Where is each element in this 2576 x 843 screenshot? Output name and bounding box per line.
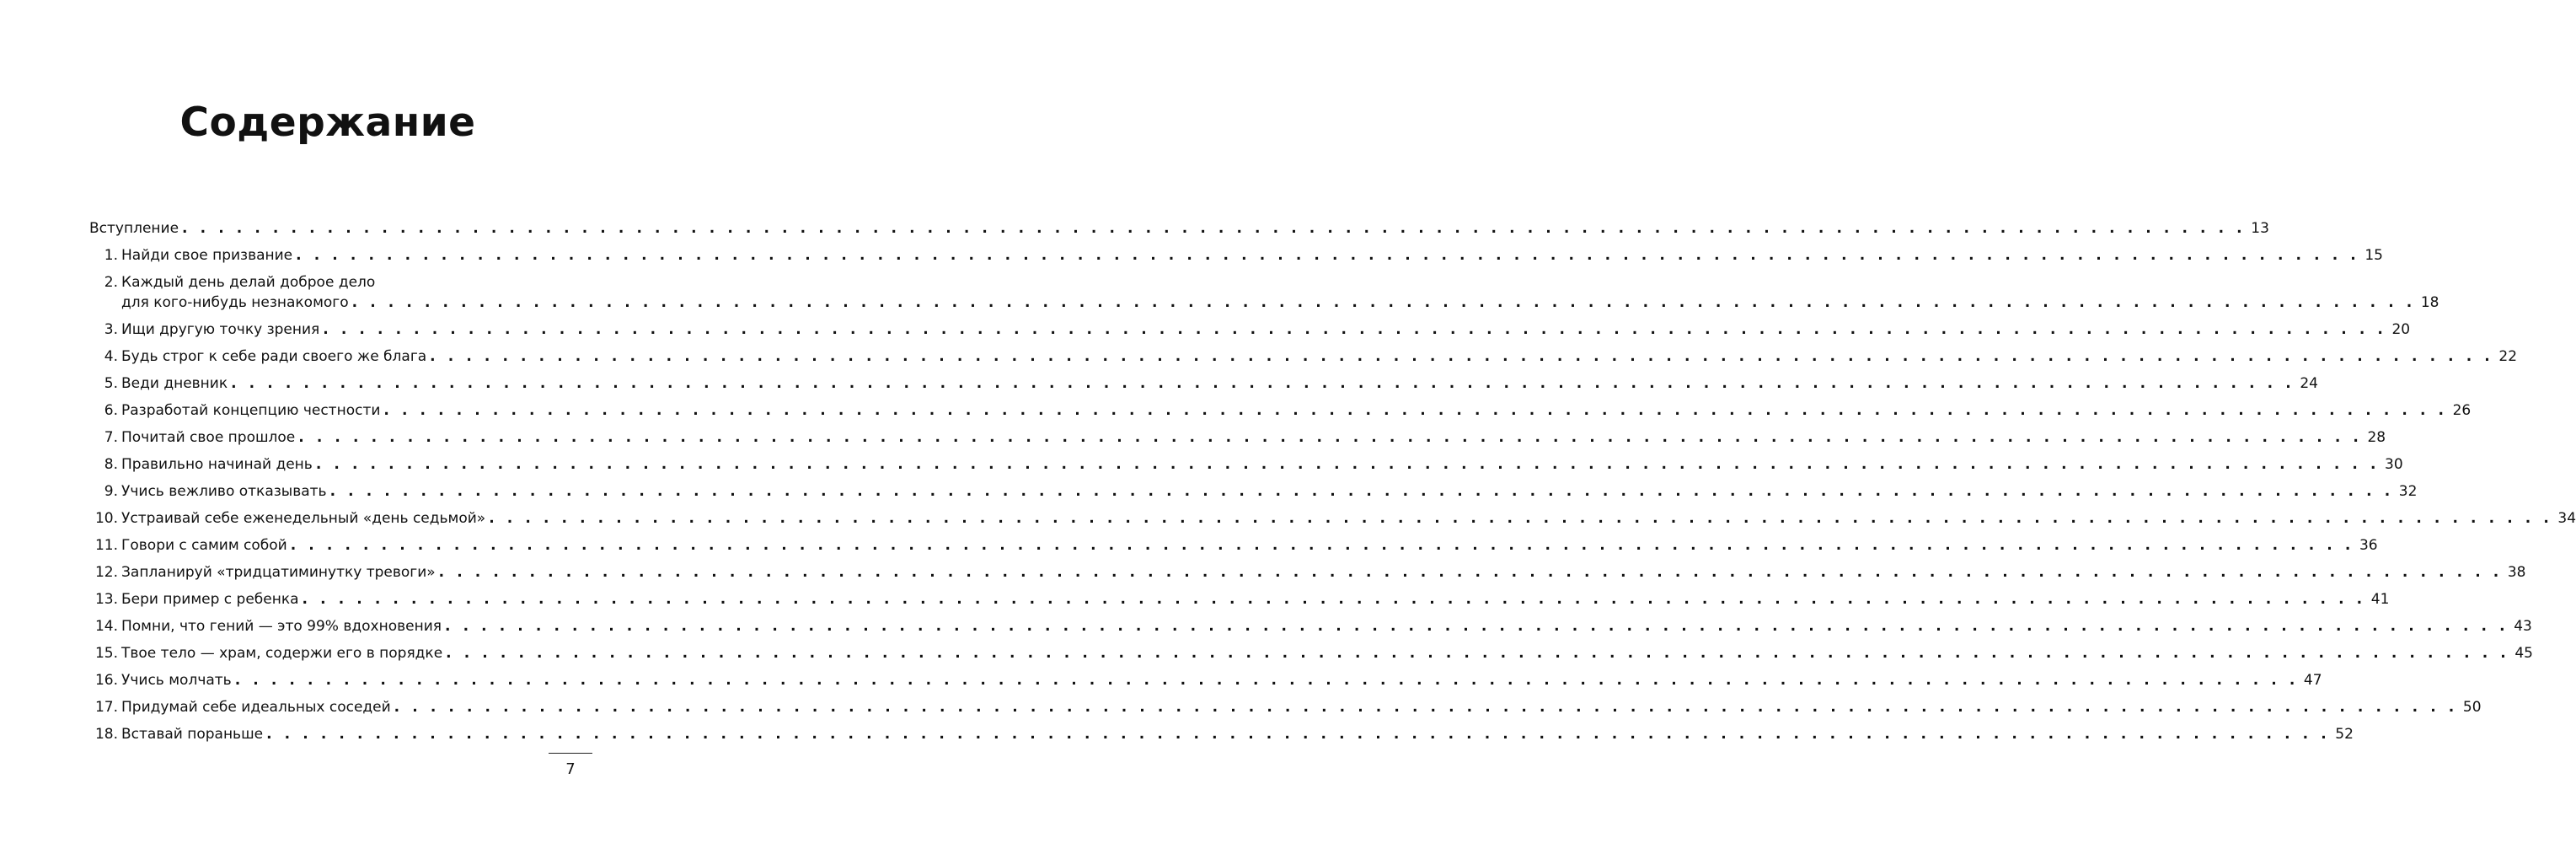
- toc-entry-number: 5.: [104, 375, 118, 392]
- toc-entry-page: 30: [2385, 456, 2403, 473]
- toc-entry-line: [121, 293, 2439, 313]
- leader-dots: [235, 670, 2299, 690]
- leader-dots: [430, 346, 2493, 367]
- leader-dots: [330, 481, 2394, 502]
- toc-entry-number: 7.: [104, 429, 118, 446]
- toc-entry-line: [121, 346, 2518, 367]
- toc-entry[interactable]: [89, 616, 2532, 636]
- toc-entry-title: Ищи другую точку зрения: [121, 321, 320, 338]
- toc-entry-page: 36: [2359, 537, 2378, 554]
- toc-entry-title: Почитай свое прошлое: [121, 429, 296, 446]
- toc-entry-number: 15.: [94, 645, 118, 662]
- toc-entry[interactable]: [89, 724, 2354, 744]
- toc-entry-page: 52: [2335, 726, 2354, 743]
- leader-dots: [446, 643, 2509, 663]
- toc-entry-page: 50: [2462, 699, 2482, 716]
- toc-entry-number: 9.: [104, 483, 118, 500]
- toc-entry-line: [121, 535, 2378, 556]
- toc-entry-line: [89, 218, 2269, 239]
- toc-entry-line: [121, 724, 2354, 744]
- toc-entry-page: 28: [2367, 429, 2386, 446]
- leader-dots: [489, 508, 2552, 529]
- leader-dots: [383, 400, 2447, 421]
- leader-dots: [352, 293, 2416, 313]
- toc-entry[interactable]: [89, 373, 2318, 394]
- leader-dots: [182, 218, 2246, 239]
- toc-entry-title: Твое тело — храм, содержи его в порядке: [121, 645, 443, 662]
- toc-entry-number: 10.: [94, 510, 118, 527]
- leader-dots: [266, 724, 2330, 744]
- toc-entry-page: 32: [2398, 483, 2418, 500]
- toc-entry-number: 16.: [94, 672, 118, 689]
- toc-entry-line: [121, 427, 2386, 448]
- toc-entry-title: Придумай себе идеальных соседей: [121, 699, 391, 716]
- toc-entry-line: [121, 670, 2322, 690]
- toc-entry-page: 43: [2514, 618, 2532, 635]
- toc-entry-line: [121, 373, 2318, 394]
- toc-entry[interactable]: [89, 697, 2482, 717]
- toc-entry[interactable]: [89, 670, 2322, 690]
- toc-entry-title: для кого-нибудь незнакомого: [121, 294, 349, 311]
- toc-entry-page: 24: [2300, 375, 2318, 392]
- toc-entry-line: [121, 481, 2418, 502]
- toc-entry[interactable]: [89, 272, 2439, 313]
- toc-entry[interactable]: [89, 643, 2533, 663]
- toc-entry-line: [121, 616, 2532, 636]
- toc-entry-number: 3.: [104, 321, 118, 338]
- toc-entry-line: [121, 562, 2526, 583]
- toc-entry-number: 8.: [104, 456, 118, 473]
- table-of-contents: [89, 218, 2576, 751]
- toc-entry-page: 13: [2251, 220, 2269, 237]
- toc-entry-page: 41: [2370, 591, 2390, 608]
- leader-dots: [439, 562, 2503, 583]
- toc-entry-number: 6.: [104, 402, 118, 419]
- toc-entry-page: 22: [2498, 348, 2518, 365]
- toc-entry-title: Вставай пораньше: [121, 726, 264, 743]
- toc-entry[interactable]: [89, 245, 2383, 266]
- toc-entry-line: [121, 319, 2411, 340]
- toc-entry-number: 11.: [94, 537, 118, 554]
- toc-entry[interactable]: [89, 346, 2518, 367]
- toc-entry[interactable]: [89, 454, 2403, 475]
- toc-entry-line: [121, 508, 2576, 529]
- toc-entry-page: 26: [2452, 402, 2472, 419]
- toc-entry-page: 45: [2514, 645, 2533, 662]
- leader-dots: [316, 454, 2380, 475]
- toc-entry-page: 18: [2420, 294, 2439, 311]
- leader-dots: [394, 697, 2458, 717]
- toc-entry-page: 47: [2303, 672, 2322, 689]
- leader-dots: [445, 616, 2509, 636]
- toc-entry-intro[interactable]: [89, 218, 2269, 239]
- toc-entry-line: [121, 589, 2390, 609]
- toc-entry-title: Будь строг к себе ради своего же блага: [121, 348, 427, 365]
- footer-rule: [549, 753, 592, 754]
- toc-entry-title: Вступление: [89, 220, 179, 237]
- toc-entry-line: [121, 697, 2482, 717]
- toc-entry-title: Устраивай себе еженедельный «день седьмой»: [121, 510, 486, 527]
- toc-entry-number: 14.: [94, 618, 118, 635]
- toc-entry-page: 15: [2364, 247, 2383, 264]
- toc-entry-number: 13.: [94, 591, 118, 608]
- leader-dots: [298, 427, 2362, 448]
- toc-entry-title: Правильно начинай день: [121, 456, 313, 473]
- page-number: 7: [565, 760, 576, 778]
- toc-entry[interactable]: [89, 508, 2576, 529]
- toc-entry[interactable]: [89, 562, 2526, 583]
- toc-entry-number: 18.: [94, 726, 118, 743]
- toc-entry-line: [121, 454, 2403, 475]
- leader-dots: [291, 535, 2354, 556]
- toc-entry-title: Найди свое призвание: [121, 247, 293, 264]
- toc-entry-number: 17.: [94, 699, 118, 716]
- toc-entry-title: Говори с самим собой: [121, 537, 287, 554]
- toc-entry-number: 4.: [104, 348, 118, 365]
- leader-dots: [296, 245, 2359, 266]
- toc-entry-line: [121, 643, 2533, 663]
- toc-entry-title: Помни, что гений — это 99% вдохновения: [121, 618, 442, 635]
- toc-entry-title: Запланируй «тридцатиминутку тревоги»: [121, 564, 436, 581]
- toc-entry-number: 1.: [104, 247, 118, 264]
- toc-entry[interactable]: [89, 400, 2472, 421]
- toc-entry[interactable]: [89, 481, 2418, 502]
- toc-entry-page: 34: [2557, 510, 2576, 527]
- toc-entry-line: [121, 400, 2472, 421]
- toc-entry-number: 12.: [94, 564, 118, 581]
- toc-entry-title: Разработай концепцию честности: [121, 402, 381, 419]
- toc-entry-number: 2.: [104, 274, 118, 291]
- toc-entry[interactable]: [89, 427, 2386, 448]
- leader-dots: [303, 589, 2366, 609]
- toc-entry[interactable]: [89, 535, 2378, 556]
- toc-entry[interactable]: [89, 319, 2411, 340]
- toc-entry-page: 20: [2391, 321, 2411, 338]
- page-title: Содержание: [179, 99, 476, 146]
- toc-entry-title: Учись вежливо отказывать: [121, 483, 327, 500]
- toc-entry-line: [121, 245, 2383, 266]
- leader-dots: [231, 373, 2295, 394]
- toc-entry[interactable]: [89, 589, 2390, 609]
- leader-dots: [323, 319, 2386, 340]
- toc-entry-title: Бери пример с ребенка: [121, 591, 299, 608]
- toc-entry-title: Учись молчать: [121, 672, 232, 689]
- toc-entry-title: Веди дневник: [121, 375, 228, 392]
- toc-entry-page: 38: [2507, 564, 2526, 581]
- toc-entry-title-line1: Каждый день делай доброе дело: [121, 274, 376, 291]
